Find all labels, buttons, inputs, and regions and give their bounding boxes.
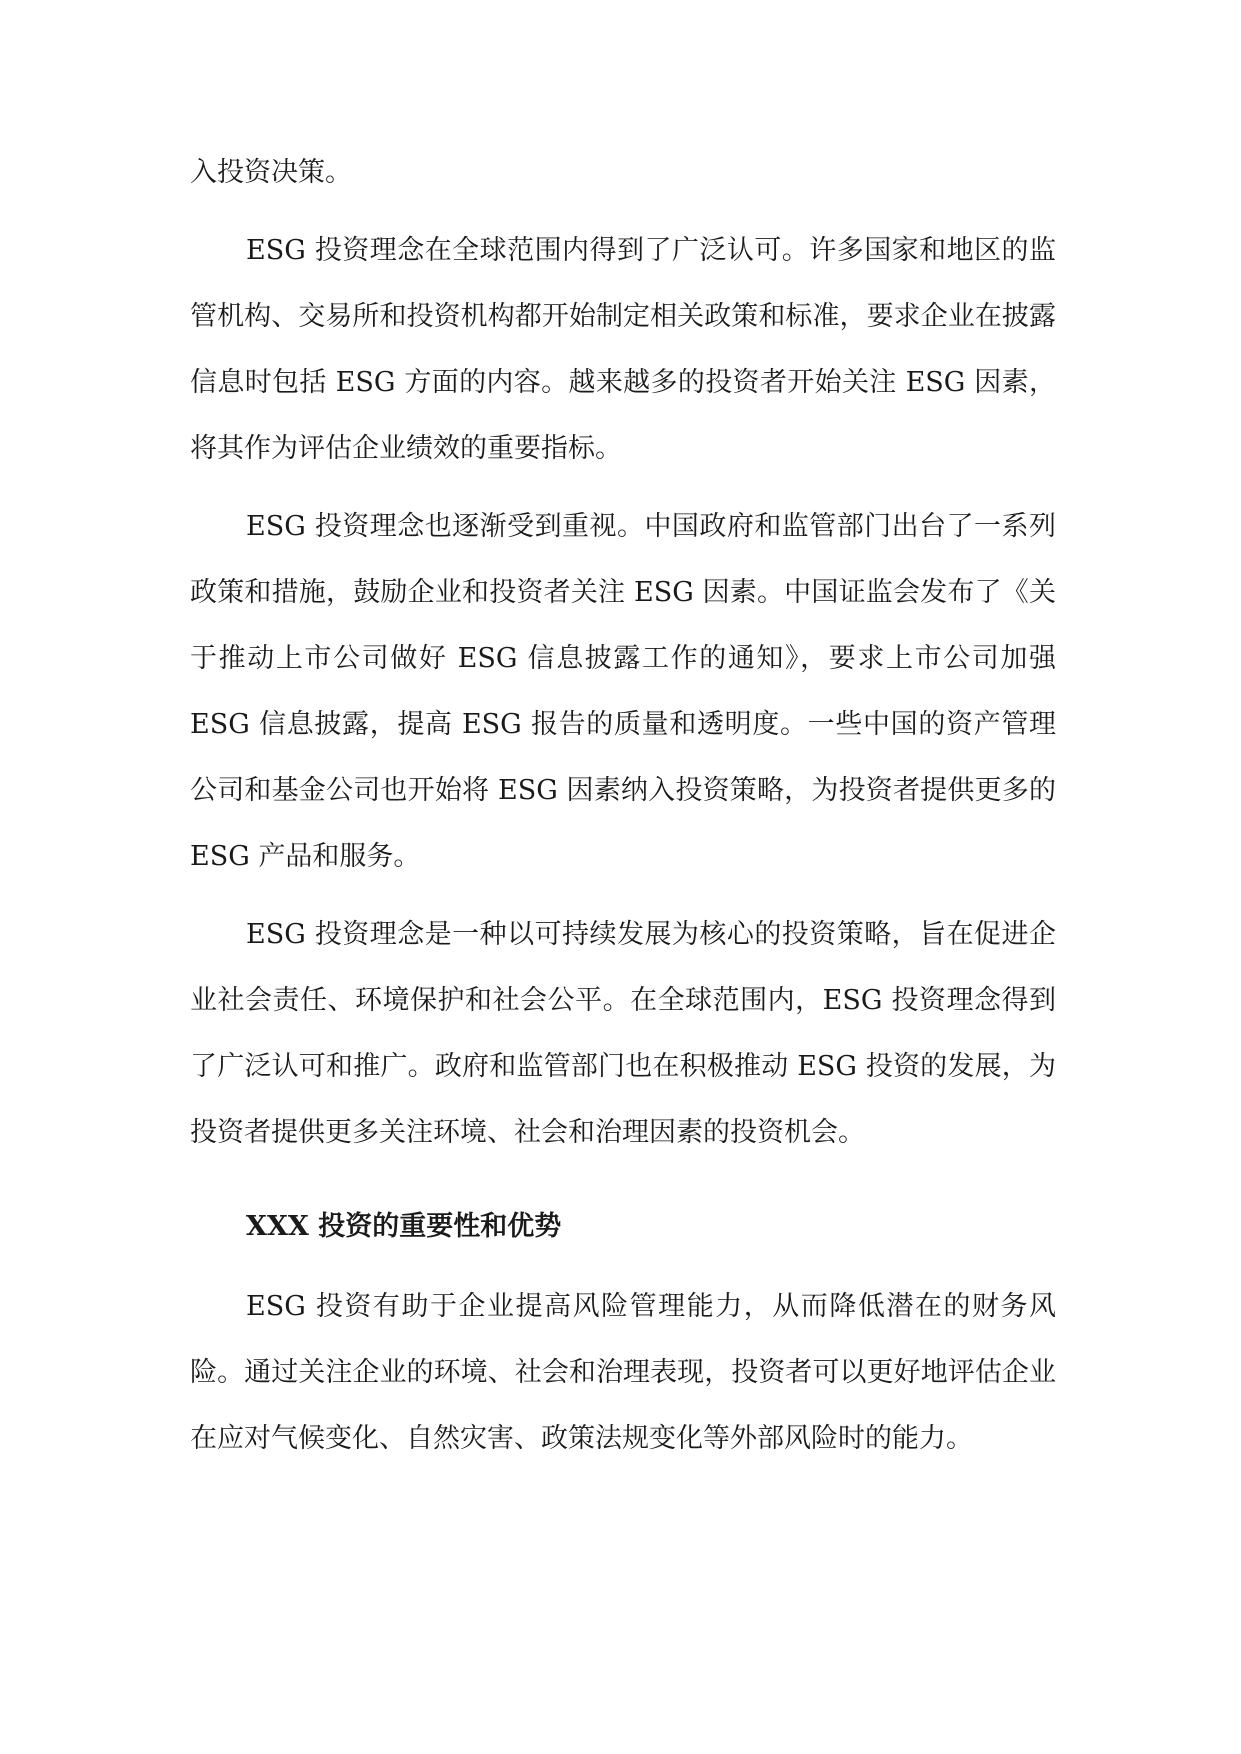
paragraph-global-recognition: ESG 投资理念在全球范围内得到了广泛认可。许多国家和地区的监管机构、交易所和投资机构都开始制定相关政策和标准，要求企业在披露信息时包括 ESG 方面的内容。越来越多的投资者开始关注 ESG 因素，将其作为评估企业绩效的重要指标。: [190, 235, 1056, 464]
paragraph-gap: [190, 482, 1056, 494]
paragraph-summary: ESG 投资理念是一种以可持续发展为核心的投资策略，旨在促进企业社会责任、环境保护和社会公平。在全球范围内，ESG 投资理念得到了广泛认可和推广。政府和监管部门也在积极推动 ESG 投资的发展，为投资者提供更多关注环境、社会和治理因素的投资机会。: [190, 919, 1056, 1148]
paragraph-risk-management: ESG 投资有助于企业提高风险管理能力，从而降低潜在的财务风险。通过关注企业的环境、社会和治理表现，投资者可以更好地评估企业在应对气候变化、自然灾害、政策法规变化等外部风险时的能力。: [190, 1291, 1056, 1454]
paragraph-gap: [190, 206, 1056, 218]
document-page: [190, 140, 1056, 1472]
paragraph-china-policy: ESG 投资理念也逐渐受到重视。中国政府和监管部门出台了一系列政策和措施，鼓励企业和投资者关注 ESG 因素。中国证监会发布了《关于推动上市公司做好 ESG 信息披露工作的通知》，要求上市公司加强 ESG 信息披露，提高 ESG 报告的质量和透明度。一些中国的资产管理公司和基金公司也开始将 ESG 因素纳入投资策略，为投资者提供更多的 ESG 产品和服务。: [190, 511, 1056, 872]
paragraph-gap: [190, 890, 1056, 902]
paragraph-continuation: 入投资决策。: [190, 157, 352, 188]
section-heading: XXX 投资的重要性和优势: [246, 1211, 562, 1242]
